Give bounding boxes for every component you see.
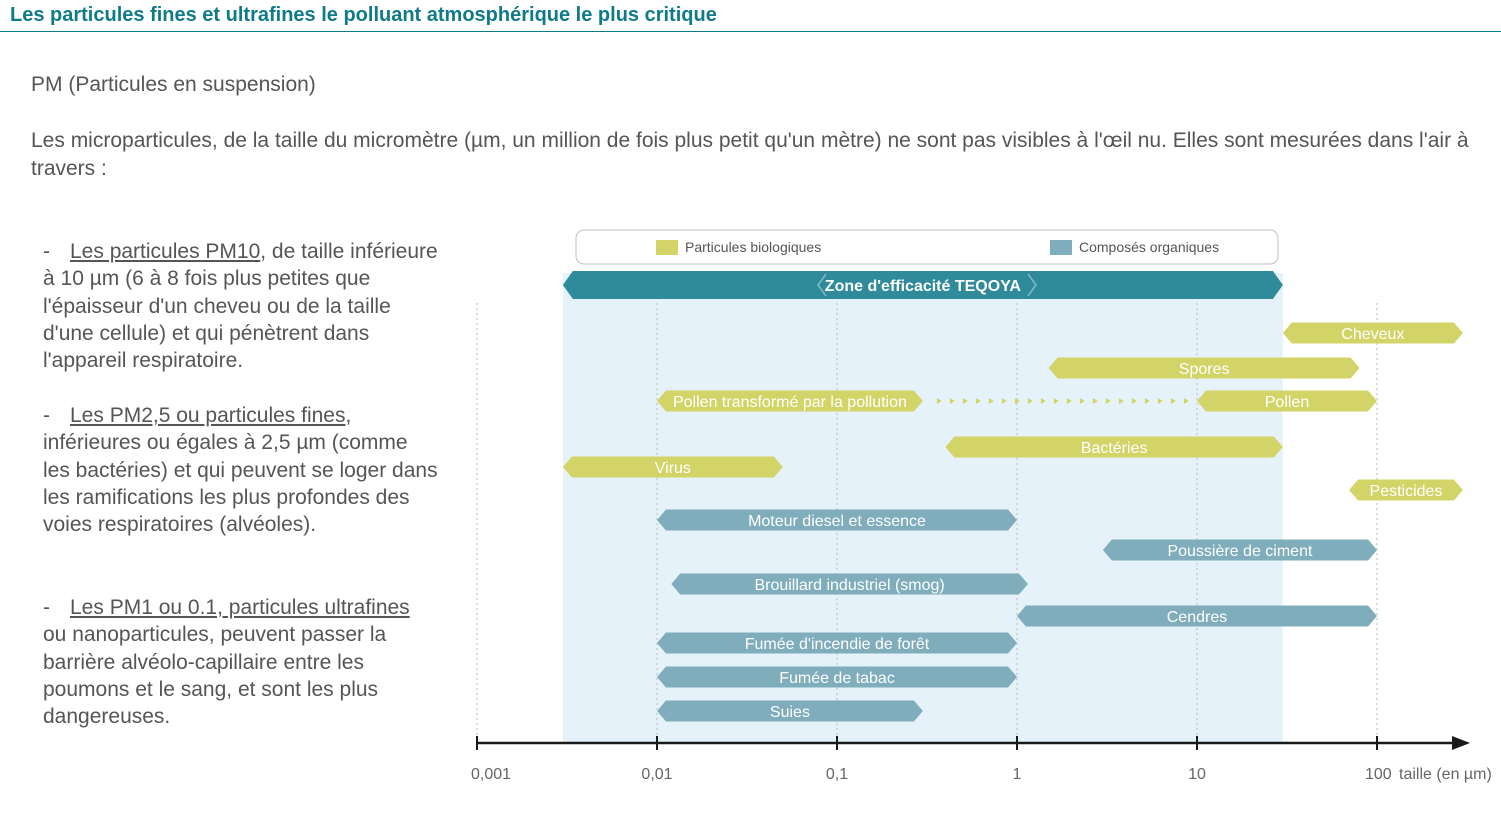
x-axis-title: taille (en µm) — [1399, 766, 1492, 783]
bar-label-suies: Suies — [769, 704, 810, 721]
bar-label-pesticides: Pesticides — [1369, 483, 1443, 500]
intro-paragraph: Les microparticules, de la taille du micromètre (µm, un million de fois plus petit qu'un mètre) ne sont pas visibles à l'œil nu. Elles sont mesurées dans l'air à travers : — [31, 129, 1469, 180]
legend-swatch-composes-organiques — [1050, 240, 1072, 255]
bar-label-virus: Virus — [654, 460, 691, 477]
x-tick-label: 10 — [1188, 766, 1206, 783]
bar-label-moteur-diesel-et-essence: Moteur diesel et essence — [748, 513, 926, 530]
bullet-text: ou nanoparticules, peuvent passer la barrière alvéolo-capillaire entre les poumons et le sang, et sont les plus dangereuses. — [43, 623, 387, 729]
x-tick-label: 0,1 — [825, 766, 849, 783]
page-title: Les particules fines et ultrafines le polluant atmosphérique le plus critique — [10, 4, 717, 26]
bar-label-brouillard-industriel-smog: Brouillard industriel (smog) — [754, 577, 945, 594]
bullet-link-pm1[interactable]: Les PM1 ou 0.1, particules ultrafines — [70, 596, 410, 619]
bullet-pm10 — [43, 238, 438, 374]
bar-label-bacteries: Bactéries — [1080, 440, 1148, 457]
bullet-text: , inférieures ou égales à 2,5 µm (comme les bactéries) et qui peuvent se loger dans les ramifications les plus profondes des voies respiratoires (alvéoles). — [43, 404, 438, 537]
efficiency-zone-label: Zone d'efficacité TEQOYA — [824, 278, 1021, 295]
bullet-dash: - — [43, 404, 50, 427]
x-tick-label: 0,01 — [641, 766, 673, 783]
bullet-dash: - — [43, 240, 50, 263]
particle-size-chart — [462, 228, 1497, 798]
legend-label-particules-biologiques: Particules biologiques — [685, 239, 822, 255]
bar-label-fumee-de-tabac: Fumée de tabac — [779, 670, 895, 687]
bullet-pm1 — [43, 594, 438, 730]
legend-swatch-particules-biologiques — [656, 240, 678, 255]
bar-label-fumee-d-incendie-de-foret: Fumée d'incendie de forêt — [744, 636, 930, 653]
bar-label-cheveux: Cheveux — [1341, 326, 1405, 343]
pm-label: PM (Particules en suspension) — [31, 73, 316, 96]
x-tick-label: 100 — [1365, 766, 1392, 783]
bullet-link-pm25[interactable]: Les PM2,5 ou particules fines — [70, 404, 346, 427]
bar-label-poussiere-de-ciment: Poussière de ciment — [1167, 543, 1313, 560]
x-tick-label: 0,001 — [470, 766, 512, 783]
x-tick-label: 1 — [1012, 766, 1022, 783]
title-divider — [0, 31, 1501, 32]
bar-label-cendres: Cendres — [1166, 609, 1228, 626]
bullet-text: , de taille inférieure à 10 µm (6 à 8 fois plus petites que l'épaisseur d'un cheveu ou de la taille d'une cellule) et qui pénètrent dans l'appareil respiratoire. — [43, 240, 438, 373]
legend-label-composes-organiques: Composés organiques — [1079, 239, 1220, 255]
x-axis-arrow — [1452, 736, 1470, 750]
bullet-dash: - — [43, 596, 50, 619]
bar-label-pollen-transforme-par-la-pollution: Pollen transformé par la pollution — [672, 394, 907, 411]
bullet-pm25 — [43, 402, 438, 538]
bar-label-spores: Spores — [1178, 361, 1230, 378]
bar-label-pollen: Pollen — [1264, 394, 1310, 411]
bullet-link-pm10[interactable]: Les particules PM10 — [70, 240, 261, 263]
